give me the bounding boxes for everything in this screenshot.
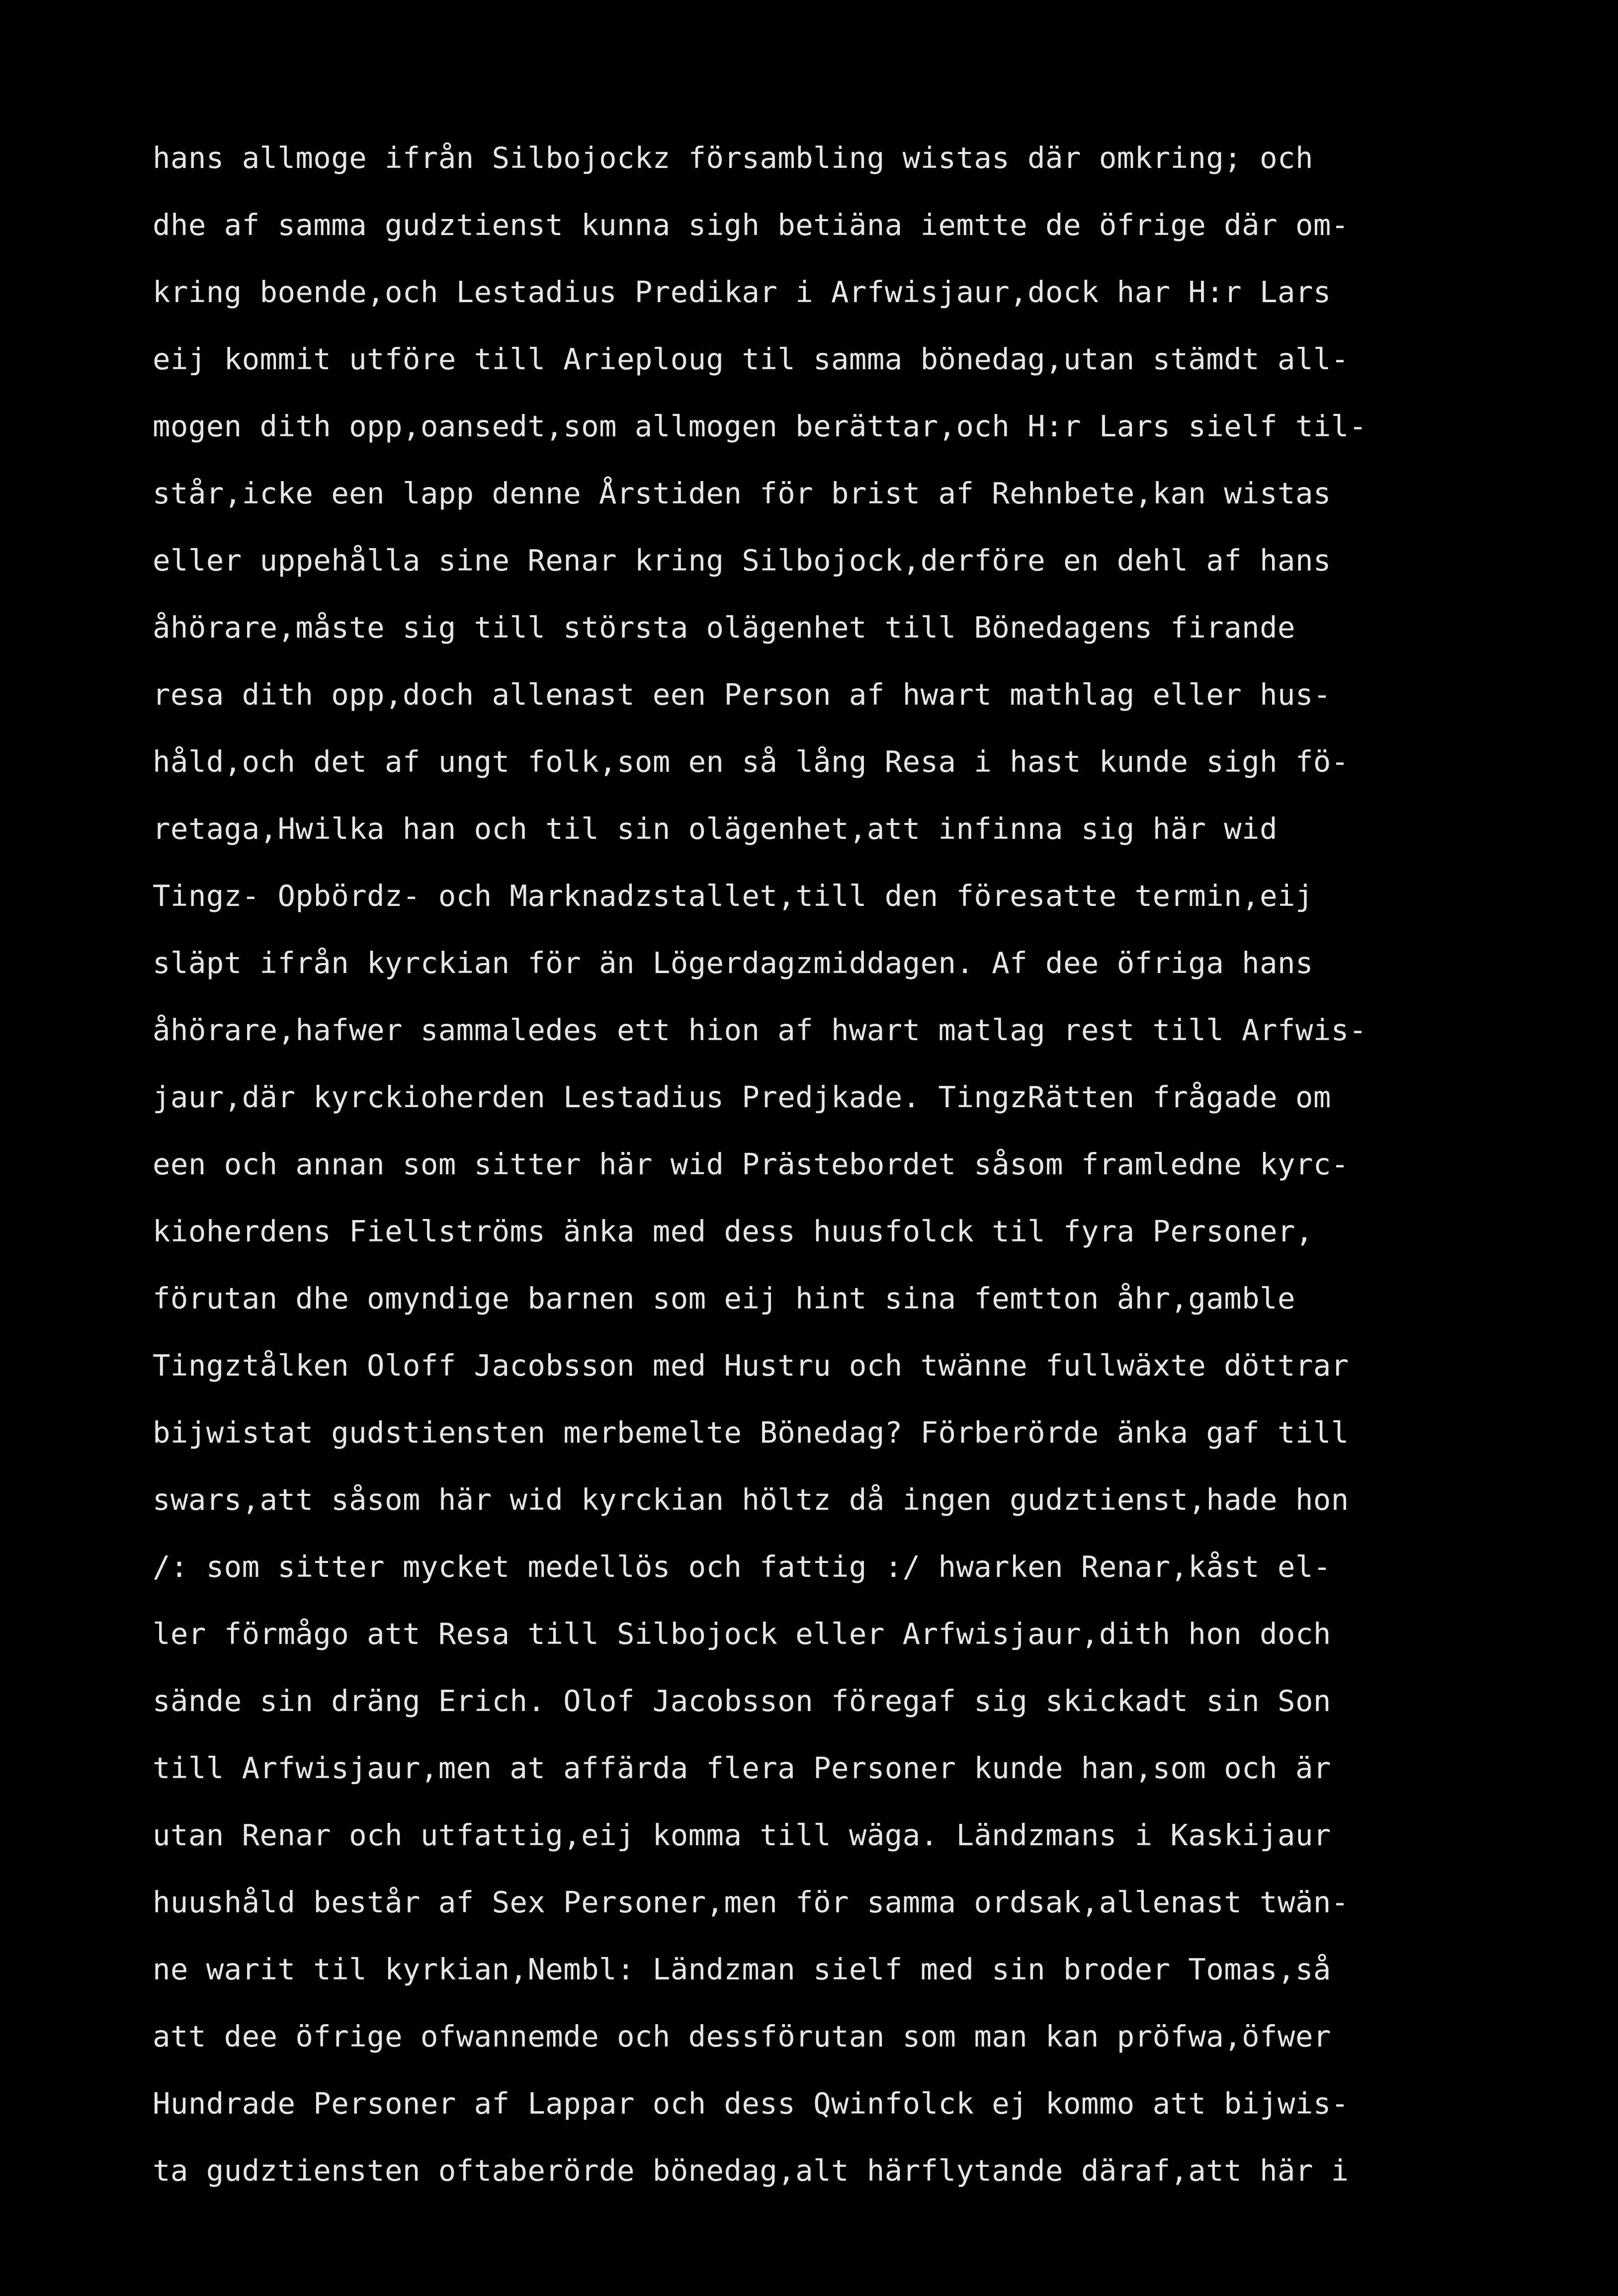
typewritten-text-block (153, 124, 1495, 2204)
text-line: står,icke een lapp denne Årstiden för brist af Rehnbete,kan wistas (153, 476, 1331, 510)
text-line: kring boende,och Lestadius Predikar i Arfwisjaur,dock har H:r Lars (153, 275, 1331, 309)
text-line: dhe af samma gudztienst kunna sigh betiäna iemtte de öfrige där om- (153, 208, 1349, 242)
text-line: eller uppehålla sine Renar kring Silbojock,derföre en dehl af hans (153, 543, 1331, 577)
text-line: till Arfwisjaur,men at affärda flera Personer kunde han,som och är (153, 1751, 1331, 1785)
text-line: kioherdens Fiellströms änka med dess huusfolck til fyra Personer, (153, 1214, 1313, 1248)
text-line: een och annan som sitter här wid Prästebordet såsom framledne kyrc- (153, 1147, 1349, 1181)
text-line: förutan dhe omyndige barnen som eij hint sina femtton åhr,gamble (153, 1281, 1295, 1315)
text-line: bijwistat gudstiensten merbemelte Bönedag? Förberörde änka gaf till (153, 1415, 1349, 1450)
text-line: ta gudztiensten oftaberörde bönedag,alt härflytande däraf,att här i (153, 2153, 1349, 2188)
text-line: släpt ifrån kyrckian för än Lögerdagzmiddagen. Af dee öfriga hans (153, 946, 1313, 980)
text-line: resa dith opp,doch allenast een Person af hwart mathlag eller hus- (153, 677, 1331, 712)
text-line: ler förmågo att Resa till Silbojock eller Arfwisjaur,dith hon doch (153, 1617, 1331, 1651)
text-line: håld,och det af ungt folk,som en så lång Resa i hast kunde sigh fö- (153, 744, 1349, 779)
text-line: huushåld består af Sex Personer,men för samma ordsak,allenast twän- (153, 1885, 1349, 1919)
text-line: utan Renar och utfattig,eij komma till wäga. Ländzmans i Kaskijaur (153, 1818, 1331, 1852)
text-line: jaur,där kyrckioherden Lestadius Predjkade. TingzRätten frågade om (153, 1080, 1331, 1114)
text-line: retaga,Hwilka han och til sin olägenhet,att infinna sig här wid (153, 812, 1278, 846)
text-line: /: som sitter mycket medellös och fattig :/ hwarken Renar,kåst el- (153, 1550, 1331, 1584)
text-line: Tingz- Opbördz- och Marknadzstallet,till den föresatte termin,eij (153, 879, 1313, 913)
text-line: Hundrade Personer af Lappar och dess Qwinfolck ej kommo att bijwis- (153, 2086, 1349, 2121)
text-line: ne warit til kyrkian,Nembl: Ländzman sielf med sin broder Tomas,så (153, 1952, 1331, 1986)
text-line: åhörare,måste sig till största olägenhet till Bönedagens firande (153, 610, 1295, 645)
text-line: mogen dith opp,oansedt,som allmogen berättar,och H:r Lars sielf til- (153, 409, 1367, 443)
text-line: swars,att såsom här wid kyrckian höltz då ingen gudztienst,hade hon (153, 1482, 1349, 1517)
text-line: sände sin dräng Erich. Olof Jacobsson föregaf sig skickadt sin Son (153, 1684, 1331, 1718)
text-line: hans allmoge ifrån Silbojockz försambling wistas där omkring; och (153, 141, 1313, 175)
text-line: åhörare,hafwer sammaledes ett hion af hwart matlag rest till Arfwis- (153, 1013, 1367, 1047)
text-line: eij kommit utföre till Arieploug til samma bönedag,utan stämdt all- (153, 342, 1349, 376)
text-line: att dee öfrige ofwannemde och dessförutan som man kan pröfwa,öfwer (153, 2019, 1331, 2053)
text-line: Tingztålken Oloff Jacobsson med Hustru och twänne fullwäxte döttrar (153, 1348, 1349, 1383)
